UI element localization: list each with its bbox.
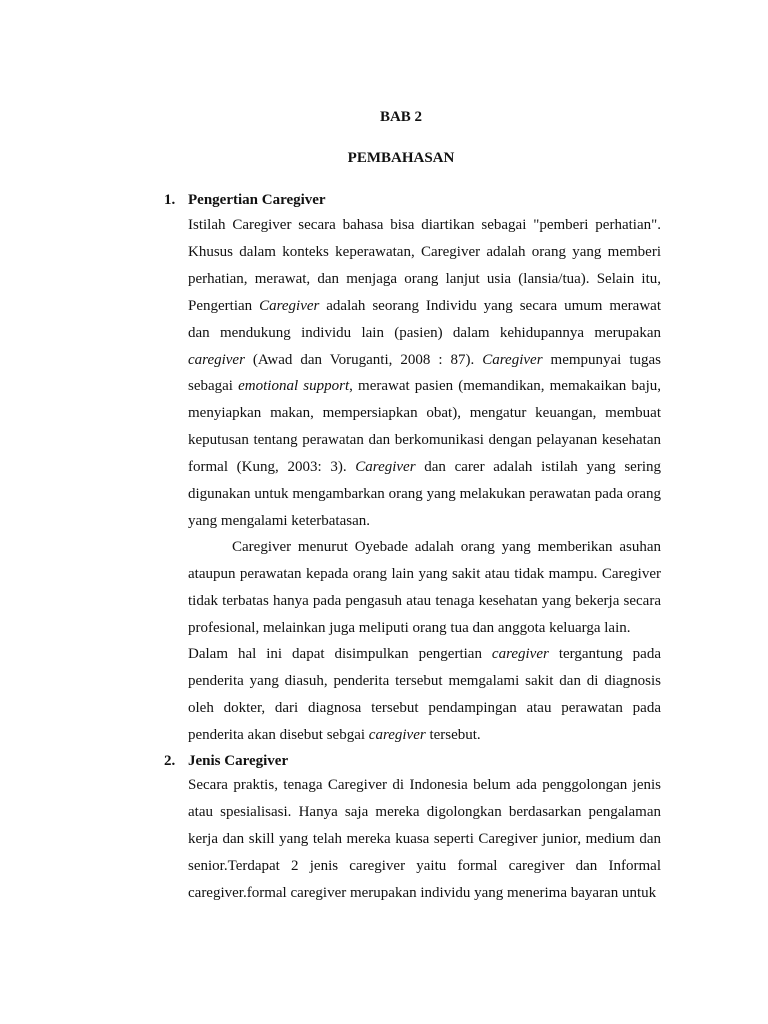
section-title: Pengertian Caregiver [188, 192, 326, 208]
section-heading-jenis [164, 751, 288, 771]
section-number: 1. [164, 192, 176, 208]
section-title: Jenis Caregiver [188, 753, 289, 769]
paragraph: Caregiver menurut Oyebade adalah orang yang memberikan asuhan ataupun perawatan kepada orang lain yang sakit atau tidak mampu. Caregiver tidak terbatas hanya pada pengasuh atau tenaga kesehatan yang bekerja secara profesional, melainkan juga meliputi orang tua dan anggota keluarga lain. [188, 539, 661, 636]
paragraph: Istilah Caregiver secara bahasa bisa diartikan sebagai "pemberi perhatian". Khusus dalam konteks keperawatan, Caregiver adalah orang yang memberi perhatian, merawat, dan menjaga orang lanjut usia (lansia/tua). Selain itu, Pengertian Caregiver adalah seorang Individu yang secara umum merawat dan mendukung individu lain (pasien) dalam kehidupannya merupakan caregiver (Awad dan Voruganti, 2008 : 87). Caregiver mempunyai tugas sebagai emotional support, merawat pasien (memandikan, memakaikan baju, menyiapkan makan, mempersiapkan obat), mengatur keuangan, membuat keputusan tentang perawatan dan berkomunikasi dengan pelayanan kesehatan formal (Kung, 2003: 3). Caregiver dan carer adalah istilah yang sering digunakan untuk mengambarkan orang yang melakukan perawatan pada orang yang mengalami keterbatasan. [188, 217, 661, 529]
paragraph: Dalam hal ini dapat disimpulkan pengertian caregiver tergantung pada penderita yang diasuh, penderita tersebut memgalami sakit dan di diagnosis oleh dokter, dari diagnosa tersebut pendampingan atau perawatan pada penderita akan disebut sebgai caregiver tersebut. [188, 646, 661, 743]
chapter-title: PEMBAHASAN [347, 150, 455, 166]
section-number: 2. [164, 753, 176, 769]
section-heading-pengertian [164, 190, 326, 210]
chapter-number: BAB 2 [379, 109, 423, 125]
paragraph: Secara praktis, tenaga Caregiver di Indonesia belum ada penggolongan jenis atau spesialisasi. Hanya saja mereka digolongkan berdasarkan pengalaman kerja dan skill yang telah mereka kuasa seperti Caregiver junior, medium dan senior.Terdapat 2 jenis caregiver yaitu formal caregiver dan Informal caregiver.formal caregiver merupakan individu yang menerima bayaran untuk [188, 777, 661, 901]
